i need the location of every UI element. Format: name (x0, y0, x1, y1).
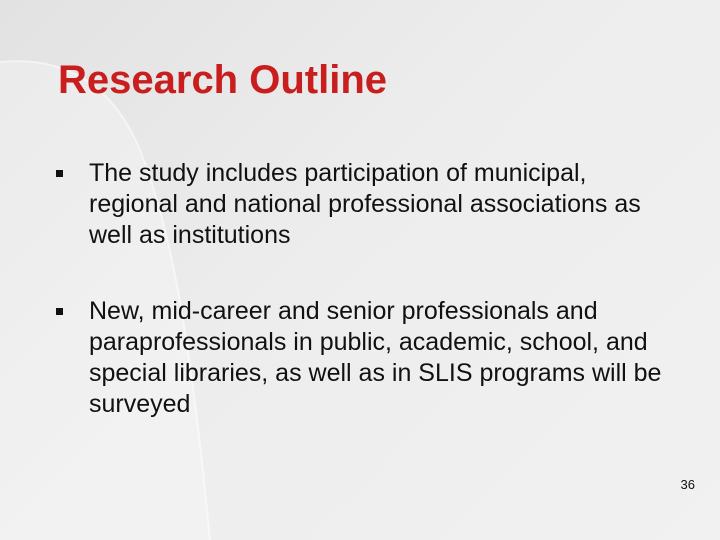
square-bullet-icon (56, 170, 63, 177)
bullet-list (56, 158, 676, 420)
bullet-text: New, mid-career and senior professionals and paraprofessionals in public, academic, school, and special libraries, as well as in SLIS programs will be surveyed (89, 297, 662, 418)
bullet-item (56, 296, 676, 420)
bullet-item (56, 158, 676, 251)
square-bullet-icon (56, 308, 63, 315)
slide-title: Research Outline (58, 58, 388, 102)
page-number: 36 (680, 477, 695, 492)
bullet-text: The study includes participation of municipal, regional and national professional associations as well as institutions (89, 159, 641, 249)
